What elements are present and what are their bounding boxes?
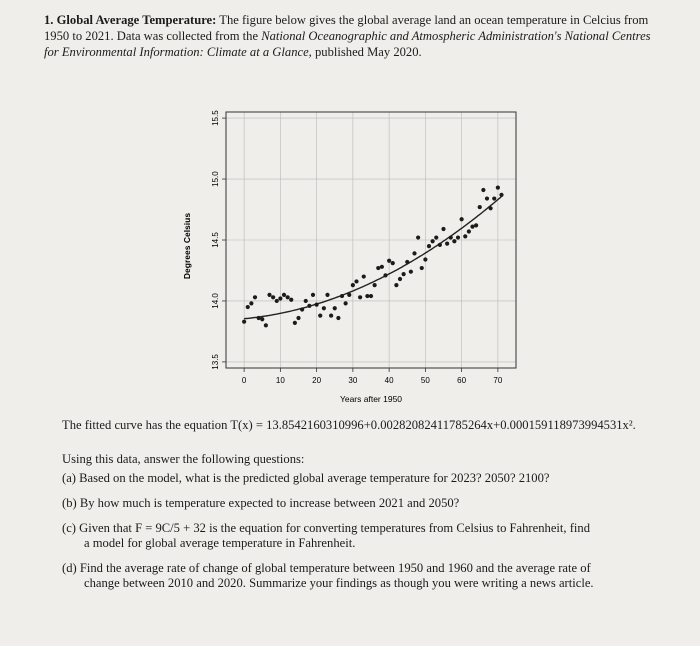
data-point	[264, 323, 268, 327]
fitted-curve	[244, 197, 501, 319]
data-point	[423, 257, 427, 261]
data-point	[499, 193, 503, 197]
data-point	[249, 301, 253, 305]
data-point	[354, 279, 358, 283]
data-point	[307, 304, 311, 308]
data-point	[347, 293, 351, 297]
data-point	[257, 316, 261, 320]
data-point	[315, 303, 319, 307]
data-point	[452, 239, 456, 243]
data-point	[278, 296, 282, 300]
x-tick-label: 50	[420, 376, 430, 385]
x-axis-label: Years after 1950	[339, 394, 403, 404]
data-point	[478, 205, 482, 209]
data-point	[402, 272, 406, 276]
problem-text-2: in Celcius from 1950 to 2021. Data was collected from the	[44, 13, 649, 43]
y-tick-label: 14.0	[211, 293, 221, 309]
data-point	[271, 295, 275, 299]
data-point	[329, 313, 333, 317]
data-point	[485, 196, 489, 200]
data-point	[412, 251, 416, 255]
data-point	[275, 299, 279, 303]
question-a: (a) Based on the model, what is the predicted global average temperature for 2023? 2050? 2100?	[62, 471, 550, 485]
data-point	[441, 227, 445, 231]
data-point	[300, 307, 304, 311]
problem-number: 1.	[44, 13, 54, 27]
data-point	[394, 283, 398, 287]
data-point	[358, 295, 362, 299]
data-point	[325, 293, 329, 297]
question-d-line2: change between 2010 and 2020. Summarize your findings as though you were writing a news article.	[84, 576, 594, 590]
data-point	[467, 229, 471, 233]
published-date: published May 2020.	[314, 45, 422, 59]
x-tick-label: 10	[275, 376, 285, 385]
data-point	[409, 270, 413, 274]
y-tick-label: 13.5	[211, 354, 221, 370]
data-point	[344, 301, 348, 305]
data-point	[416, 235, 420, 239]
data-point	[311, 293, 315, 297]
y-tick-label: 15.0	[211, 171, 221, 187]
data-point	[340, 294, 344, 298]
data-point	[434, 235, 438, 239]
x-tick-label: 60	[457, 376, 467, 385]
x-tick-label: 0	[241, 376, 247, 385]
data-point	[242, 320, 246, 324]
x-tick-label: 30	[348, 376, 358, 385]
axis-ticks	[211, 110, 503, 385]
data-point	[496, 185, 500, 189]
data-point	[481, 188, 485, 192]
question-b: (b) By how much is temperature expected to increase between 2021 and 2050?	[62, 496, 460, 510]
data-point	[383, 273, 387, 277]
data-point	[351, 283, 355, 287]
data-point	[398, 277, 402, 281]
data-point	[427, 244, 431, 248]
data-point	[489, 206, 493, 210]
data-point	[380, 265, 384, 269]
data-point	[362, 274, 366, 278]
question-d	[62, 561, 672, 591]
data-point	[253, 295, 257, 299]
fitted-equation: The fitted curve has the equation T(x) = 13.8542160310996+0.00282082411785264x+0.000159118973994531x².	[62, 418, 636, 432]
data-point	[286, 295, 290, 299]
data-point	[470, 224, 474, 228]
problem-statement	[44, 12, 664, 60]
data-point	[336, 316, 340, 320]
x-tick-label: 40	[384, 376, 394, 385]
data-point	[246, 305, 250, 309]
data-point	[405, 260, 409, 264]
data-point	[369, 294, 373, 298]
data-point	[289, 298, 293, 302]
data-source: National Oceanographic and Atmospheric Administration's National Centres for Environmental Information: Climate at a Glance,	[44, 29, 651, 59]
data-point	[373, 283, 377, 287]
data-point	[420, 266, 424, 270]
questions	[62, 452, 672, 601]
data-point	[304, 299, 308, 303]
data-point	[267, 293, 271, 297]
question-c-line2: a model for global average temperature in Fahrenheit.	[84, 536, 356, 550]
data-point	[333, 306, 337, 310]
data-point	[474, 223, 478, 227]
data-point	[445, 242, 449, 246]
data-point	[365, 294, 369, 298]
data-point	[376, 266, 380, 270]
data-point	[296, 316, 300, 320]
data-point	[463, 234, 467, 238]
y-tick-label: 15.5	[211, 110, 221, 126]
chart-grid	[226, 112, 516, 368]
y-axis-label: Degrees Celsius	[182, 212, 192, 280]
x-tick-label: 70	[493, 376, 503, 385]
data-point	[293, 321, 297, 325]
data-point	[387, 259, 391, 263]
x-tick-label: 20	[312, 376, 322, 385]
data-point	[492, 196, 496, 200]
questions-intro: Using this data, answer the following questions:	[62, 452, 305, 466]
problem-title: Global Average Temperature:	[56, 13, 217, 27]
problem-text-1: The figure below gives the global average land an ocean temperature	[219, 13, 567, 27]
data-point	[260, 317, 264, 321]
data-point	[456, 235, 460, 239]
question-c-line1: (c) Given that F = 9C/5 + 32 is the equation for converting temperatures from Celsius to Fahrenheit, find	[62, 521, 590, 535]
data-point	[449, 235, 453, 239]
data-point	[438, 243, 442, 247]
data-point	[391, 261, 395, 265]
data-point	[322, 306, 326, 310]
data-points	[242, 185, 504, 327]
y-tick-label: 14.5	[211, 232, 221, 248]
data-point	[318, 313, 322, 317]
question-d-line1: (d) Find the average rate of change of global temperature between 1950 and 1960 and the average rate of	[62, 561, 591, 575]
question-c	[62, 521, 672, 551]
temperature-chart	[170, 100, 520, 412]
data-point	[431, 239, 435, 243]
data-point	[282, 293, 286, 297]
data-point	[460, 217, 464, 221]
